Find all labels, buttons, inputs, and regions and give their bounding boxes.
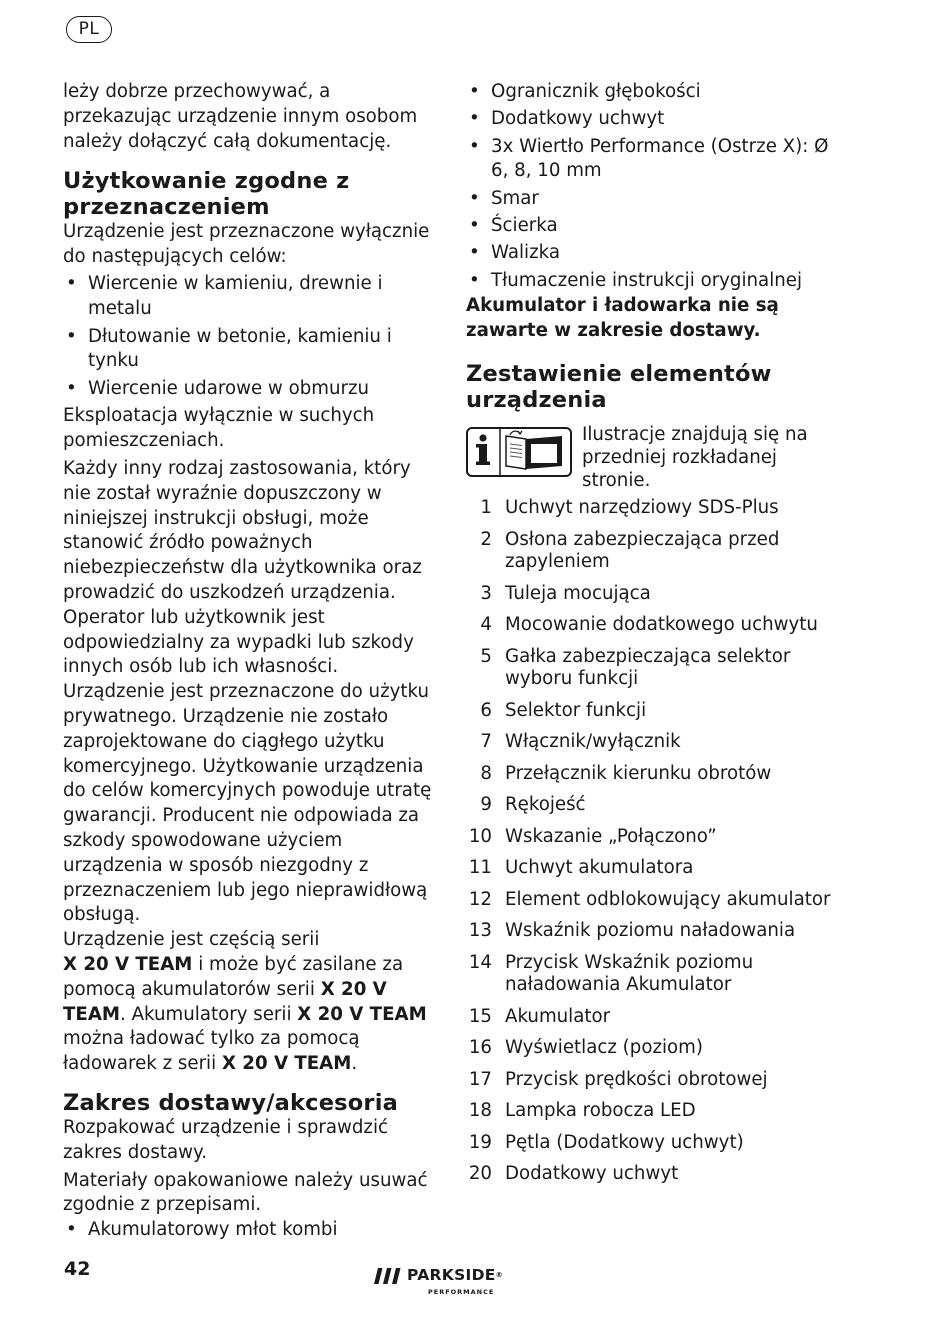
part-item [466, 1037, 846, 1060]
part-item [466, 1100, 846, 1123]
part-item [466, 497, 846, 520]
part-label: Uchwyt akumulatora [505, 857, 694, 879]
part-label: Gałka zabezpieczająca selektor wyboru funkcji [505, 645, 791, 690]
intended-use-heading: Użytkowanie zgodne z przeznaczeniem [63, 168, 350, 221]
list-item: • Akumulatorowy młot kombi [66, 1219, 338, 1241]
misuse-paragraph: Każdy inny rodzaj zastosowania, który nie został wyraźnie dopuszczony w niniejszej instrukcji obsługi, może stanowić źródło poważnych niebezpieczeństw dla użytkownika oraz prowadzić do uszkodzeń urządzenia. Operator lub użytkownik jest odpowiedzialny za wypadki lub szkody innych osób lub ich własności. Urządzenie jest przeznaczone do użytku prywatnego. Urządzenie nie zostało zaprojektowane do ciągłego użytku komercyjnego. Użytkowanie urządzenia do celów komercyjnych powoduje utratę gwarancji. Producent nie odpowiada za szkody spowodowane użyciem urządzenia w sposób niezgodny z przeznaczeniem lub jego nieprawidłową obsługą. [63, 458, 432, 926]
part-item [466, 731, 846, 754]
brand-name: PARKSIDE® [407, 1266, 503, 1284]
part-label: Tuleja mocująca [505, 582, 651, 604]
info-note [466, 423, 846, 492]
part-number: 16 [468, 1037, 492, 1059]
part-label: Wyświetlacz (poziom) [505, 1037, 703, 1059]
parkside-logo [374, 1266, 524, 1302]
series-paragraph: Urządzenie jest częścią serii X 20 V TEAM i może być zasilane za pomocą akumulatorów serii X 20 V TEAM. Akumulatory serii X 20 V TEAM można ładować tylko za pomocą ładowarek z serii X 20 V TEAM. [63, 929, 427, 1075]
part-number: 11 [468, 857, 492, 879]
left-column [63, 80, 435, 1243]
brand-subline: PERFORMANCE [428, 1288, 495, 1296]
info-text: Ilustracje znajdują się na przedniej rozkładanej stronie. [582, 424, 808, 492]
part-label: Przycisk prędkości obrotowej [505, 1068, 768, 1090]
part-item [466, 646, 846, 691]
part-number: 17 [468, 1068, 492, 1090]
part-label: Pętla (Dodatkowy uchwyt) [505, 1131, 744, 1153]
intro-paragraph: leży dobrze przechowywać, a przekazując urządzenie innym osobom należy dołączyć całą dokumentację. [63, 81, 418, 152]
list-item: • Dłutowanie w betonie, kamieniu i tynku [66, 325, 392, 372]
part-number: 2 [480, 528, 492, 550]
part-label: Uchwyt narzędziowy SDS-Plus [505, 497, 779, 519]
components-heading: Zestawienie elementów urządzenia [466, 361, 772, 414]
part-item [466, 1069, 846, 1092]
part-item [466, 529, 846, 574]
part-number: 18 [468, 1100, 492, 1122]
part-label: Selektor funkcji [505, 699, 647, 721]
part-label: Rękojeść [505, 794, 586, 816]
part-item [466, 826, 846, 849]
part-label: Włącznik/wyłącznik [505, 731, 681, 753]
part-number: 6 [480, 699, 492, 721]
list-item: • 3x Wiertło Performance (Ostrze X): Ø 6, 8, 10 mm [469, 135, 829, 182]
brand-stripes-icon [374, 1268, 402, 1284]
part-number: 3 [480, 582, 492, 604]
part-number: 8 [480, 762, 492, 784]
part-number: 19 [468, 1131, 492, 1153]
list-item: • Ogranicznik głębokości [469, 81, 701, 102]
parts-list [466, 497, 846, 1186]
part-item [466, 857, 846, 880]
part-number: 14 [468, 951, 492, 973]
part-label: Mocowanie dodatkowego uchwytu [505, 614, 818, 636]
delivery-list-continued [466, 80, 846, 293]
unpack-paragraph: Rozpakować urządzenie i sprawdzić zakres dostawy. [63, 1116, 389, 1163]
part-number: 13 [468, 920, 492, 942]
part-number: 5 [480, 645, 492, 667]
part-item [466, 920, 846, 943]
part-item [466, 1006, 846, 1029]
part-item [466, 763, 846, 786]
list-item: • Wiercenie w kamieniu, drewnie i metalu [66, 273, 383, 320]
not-included-notice: Akumulator i ładowarka nie są zawarte w zakresie dostawy. [466, 295, 779, 342]
part-item [466, 583, 846, 606]
part-label: Przełącznik kierunku obrotów [505, 762, 772, 784]
part-label: Wskazanie „Połączono” [505, 825, 717, 847]
part-label: Dodatkowy uchwyt [505, 1163, 679, 1185]
part-number: 12 [468, 888, 492, 910]
series-name: X 20 V TEAM [221, 1053, 352, 1075]
part-item [466, 889, 846, 912]
series-name: X 20 V TEAM [297, 1003, 427, 1025]
intended-use-list [63, 272, 435, 401]
dry-rooms-paragraph: Eksploatacja wyłącznie w suchych pomieszczeniach. [63, 405, 375, 452]
intended-use-intro: Urządzenie jest przeznaczone wyłącznie do następujących celów: [63, 221, 430, 268]
delivery-heading: Zakres dostawy/akcesoria [63, 1089, 398, 1116]
part-item [466, 614, 846, 637]
packaging-paragraph: Materiały opakowaniowe należy usuwać zgodnie z przepisami. [63, 1169, 428, 1216]
part-number: 1 [480, 497, 492, 519]
delivery-list-start [63, 1218, 435, 1243]
part-item [466, 1132, 846, 1155]
page-number: 42 [64, 1258, 91, 1280]
part-number: 7 [480, 731, 492, 753]
right-column [466, 80, 846, 1195]
part-item [466, 794, 846, 817]
part-item [466, 952, 846, 997]
list-item: • Dodatkowy uchwyt [469, 108, 665, 130]
list-item: • Wiercenie udarowe w obmurzu [66, 377, 370, 399]
part-label: Akumulator [505, 1005, 611, 1027]
list-item: • Smar [469, 187, 539, 209]
part-label: Lampka robocza LED [505, 1100, 696, 1122]
series-name: X 20 V TEAM [63, 954, 193, 975]
info-foldout-page-icon [466, 427, 572, 477]
series-name: X 20 V TEAM [63, 978, 387, 1025]
part-number: 9 [480, 794, 492, 816]
part-label: Element odblokowujący akumulator [505, 888, 831, 910]
part-number: 4 [480, 614, 492, 636]
part-label: Wskaźnik poziomu naładowania [505, 920, 796, 942]
part-number: 10 [468, 825, 492, 847]
part-number: 20 [468, 1163, 492, 1185]
part-number: 15 [468, 1005, 492, 1027]
part-label: Osłona zabezpieczająca przed zapyleniem [505, 528, 780, 573]
list-item: • Tłumaczenie instrukcji oryginalnej [469, 269, 803, 291]
part-item [466, 1163, 846, 1186]
part-item [466, 700, 846, 723]
language-badge: PL [66, 16, 112, 43]
list-item: • Walizka [469, 242, 560, 264]
part-label: Przycisk Wskaźnik poziomu naładowania Akumulator [505, 951, 754, 996]
list-item: • Ścierka [469, 214, 558, 236]
